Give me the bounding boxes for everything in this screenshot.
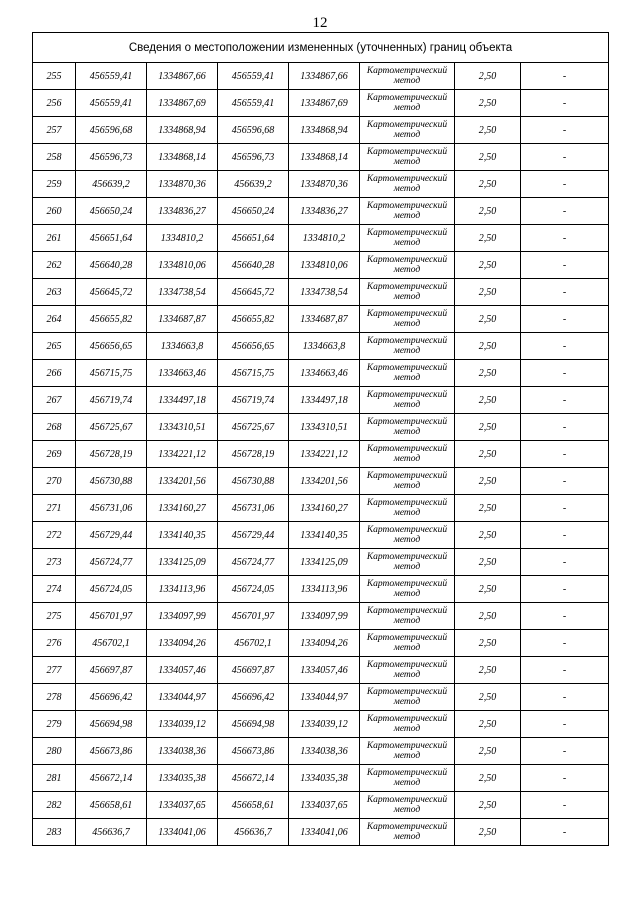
note-cell: - — [521, 549, 609, 576]
existing-x-cell: 456694,98 — [76, 711, 147, 738]
refined-x-cell: 456650,24 — [218, 198, 289, 225]
method-cell: Картометрический метод — [360, 90, 455, 117]
refined-x-cell: 456636,7 — [218, 819, 289, 846]
refined-y-cell: 1334035,38 — [289, 765, 360, 792]
method-cell: Картометрический метод — [360, 414, 455, 441]
refined-x-cell: 456655,82 — [218, 306, 289, 333]
refined-y-cell: 1334810,06 — [289, 252, 360, 279]
method-cell: Картометрический метод — [360, 603, 455, 630]
note-cell: - — [521, 441, 609, 468]
table-row — [33, 765, 609, 792]
refined-x-cell: 456731,06 — [218, 495, 289, 522]
refined-x-cell: 456715,75 — [218, 360, 289, 387]
existing-x-cell: 456658,61 — [76, 792, 147, 819]
accuracy-cell: 2,50 — [455, 684, 521, 711]
table-row — [33, 63, 609, 90]
refined-x-cell: 456729,44 — [218, 522, 289, 549]
existing-x-cell: 456731,06 — [76, 495, 147, 522]
refined-y-cell: 1334867,66 — [289, 63, 360, 90]
existing-y-cell: 1334868,94 — [147, 117, 218, 144]
refined-x-cell: 456658,61 — [218, 792, 289, 819]
note-cell: - — [521, 144, 609, 171]
existing-y-cell: 1334160,27 — [147, 495, 218, 522]
accuracy-cell: 2,50 — [455, 765, 521, 792]
accuracy-cell: 2,50 — [455, 711, 521, 738]
point-number-cell: 255 — [33, 63, 76, 90]
existing-y-cell: 1334044,97 — [147, 684, 218, 711]
existing-x-cell: 456651,64 — [76, 225, 147, 252]
accuracy-cell: 2,50 — [455, 576, 521, 603]
note-cell: - — [521, 333, 609, 360]
note-cell: - — [521, 630, 609, 657]
note-cell: - — [521, 90, 609, 117]
existing-y-cell: 1334867,69 — [147, 90, 218, 117]
refined-y-cell: 1334094,26 — [289, 630, 360, 657]
existing-y-cell: 1334810,2 — [147, 225, 218, 252]
method-cell: Картометрический метод — [360, 279, 455, 306]
method-cell: Картометрический метод — [360, 792, 455, 819]
method-cell: Картометрический метод — [360, 63, 455, 90]
table-row — [33, 738, 609, 765]
accuracy-cell: 2,50 — [455, 549, 521, 576]
table-row — [33, 252, 609, 279]
point-number-cell: 266 — [33, 360, 76, 387]
existing-x-cell: 456730,88 — [76, 468, 147, 495]
point-number-cell: 260 — [33, 198, 76, 225]
note-cell: - — [521, 495, 609, 522]
existing-x-cell: 456724,05 — [76, 576, 147, 603]
accuracy-cell: 2,50 — [455, 819, 521, 846]
existing-x-cell: 456729,44 — [76, 522, 147, 549]
existing-y-cell: 1334140,35 — [147, 522, 218, 549]
point-number-cell: 283 — [33, 819, 76, 846]
refined-x-cell: 456728,19 — [218, 441, 289, 468]
point-number-cell: 281 — [33, 765, 76, 792]
existing-y-cell: 1334867,66 — [147, 63, 218, 90]
refined-x-cell: 456730,88 — [218, 468, 289, 495]
boundary-coordinates-table — [32, 32, 609, 846]
point-number-cell: 276 — [33, 630, 76, 657]
existing-y-cell: 1334201,56 — [147, 468, 218, 495]
existing-y-cell: 1334041,06 — [147, 819, 218, 846]
page-number: 12 — [312, 15, 328, 31]
point-number-cell: 270 — [33, 468, 76, 495]
existing-x-cell: 456701,97 — [76, 603, 147, 630]
method-cell: Картометрический метод — [360, 225, 455, 252]
method-cell: Картометрический метод — [360, 630, 455, 657]
existing-y-cell: 1334113,96 — [147, 576, 218, 603]
existing-x-cell: 456596,73 — [76, 144, 147, 171]
existing-y-cell: 1334870,36 — [147, 171, 218, 198]
accuracy-cell: 2,50 — [455, 387, 521, 414]
refined-x-cell: 456640,28 — [218, 252, 289, 279]
accuracy-cell: 2,50 — [455, 792, 521, 819]
refined-x-cell: 456645,72 — [218, 279, 289, 306]
refined-y-cell: 1334836,27 — [289, 198, 360, 225]
point-number-cell: 261 — [33, 225, 76, 252]
table-row — [33, 468, 609, 495]
refined-y-cell: 1334041,06 — [289, 819, 360, 846]
refined-y-cell: 1334125,09 — [289, 549, 360, 576]
refined-x-cell: 456702,1 — [218, 630, 289, 657]
existing-y-cell: 1334310,51 — [147, 414, 218, 441]
note-cell: - — [521, 198, 609, 225]
refined-y-cell: 1334687,87 — [289, 306, 360, 333]
note-cell: - — [521, 279, 609, 306]
method-cell: Картометрический метод — [360, 522, 455, 549]
note-cell: - — [521, 684, 609, 711]
existing-x-cell: 456639,2 — [76, 171, 147, 198]
table-row — [33, 279, 609, 306]
existing-x-cell: 456697,87 — [76, 657, 147, 684]
refined-y-cell: 1334097,99 — [289, 603, 360, 630]
accuracy-cell: 2,50 — [455, 306, 521, 333]
refined-y-cell: 1334810,2 — [289, 225, 360, 252]
note-cell: - — [521, 117, 609, 144]
method-cell: Картометрический метод — [360, 711, 455, 738]
existing-y-cell: 1334836,27 — [147, 198, 218, 225]
existing-y-cell: 1334221,12 — [147, 441, 218, 468]
refined-x-cell: 456673,86 — [218, 738, 289, 765]
table-row — [33, 360, 609, 387]
refined-y-cell: 1334663,46 — [289, 360, 360, 387]
table-row — [33, 792, 609, 819]
method-cell: Картометрический метод — [360, 387, 455, 414]
accuracy-cell: 2,50 — [455, 657, 521, 684]
refined-x-cell: 456694,98 — [218, 711, 289, 738]
table-row — [33, 387, 609, 414]
refined-y-cell: 1334113,96 — [289, 576, 360, 603]
existing-y-cell: 1334125,09 — [147, 549, 218, 576]
table-row — [33, 117, 609, 144]
point-number-cell: 280 — [33, 738, 76, 765]
table-row — [33, 522, 609, 549]
existing-y-cell: 1334038,36 — [147, 738, 218, 765]
table-row — [33, 90, 609, 117]
note-cell: - — [521, 576, 609, 603]
existing-y-cell: 1334094,26 — [147, 630, 218, 657]
refined-x-cell: 456651,64 — [218, 225, 289, 252]
point-number-cell: 279 — [33, 711, 76, 738]
table-row — [33, 495, 609, 522]
refined-x-cell: 456701,97 — [218, 603, 289, 630]
note-cell: - — [521, 603, 609, 630]
note-cell: - — [521, 522, 609, 549]
method-cell: Картометрический метод — [360, 306, 455, 333]
existing-x-cell: 456702,1 — [76, 630, 147, 657]
refined-y-cell: 1334310,51 — [289, 414, 360, 441]
existing-y-cell: 1334868,14 — [147, 144, 218, 171]
table-row — [33, 657, 609, 684]
existing-x-cell: 456656,65 — [76, 333, 147, 360]
existing-y-cell: 1334039,12 — [147, 711, 218, 738]
note-cell: - — [521, 360, 609, 387]
method-cell: Картометрический метод — [360, 252, 455, 279]
table-row — [33, 576, 609, 603]
table-title-row — [33, 33, 609, 63]
method-cell: Картометрический метод — [360, 684, 455, 711]
note-cell: - — [521, 468, 609, 495]
refined-x-cell: 456724,77 — [218, 549, 289, 576]
refined-y-cell: 1334497,18 — [289, 387, 360, 414]
point-number-cell: 259 — [33, 171, 76, 198]
refined-x-cell: 456672,14 — [218, 765, 289, 792]
table-title: Сведения о местоположении измененных (уточненных) границ объекта — [33, 33, 609, 63]
existing-y-cell: 1334663,8 — [147, 333, 218, 360]
accuracy-cell: 2,50 — [455, 225, 521, 252]
note-cell: - — [521, 819, 609, 846]
refined-y-cell: 1334868,14 — [289, 144, 360, 171]
existing-x-cell: 456640,28 — [76, 252, 147, 279]
existing-x-cell: 456728,19 — [76, 441, 147, 468]
method-cell: Картометрический метод — [360, 171, 455, 198]
existing-x-cell: 456559,41 — [76, 90, 147, 117]
point-number-cell: 257 — [33, 117, 76, 144]
note-cell: - — [521, 252, 609, 279]
table-row — [33, 414, 609, 441]
refined-y-cell: 1334037,65 — [289, 792, 360, 819]
table-row — [33, 225, 609, 252]
refined-y-cell: 1334160,27 — [289, 495, 360, 522]
existing-y-cell: 1334810,06 — [147, 252, 218, 279]
refined-x-cell: 456724,05 — [218, 576, 289, 603]
existing-x-cell: 456719,74 — [76, 387, 147, 414]
existing-y-cell: 1334738,54 — [147, 279, 218, 306]
accuracy-cell: 2,50 — [455, 441, 521, 468]
refined-x-cell: 456719,74 — [218, 387, 289, 414]
refined-x-cell: 456596,73 — [218, 144, 289, 171]
refined-x-cell: 456696,42 — [218, 684, 289, 711]
table-row — [33, 441, 609, 468]
refined-x-cell: 456697,87 — [218, 657, 289, 684]
refined-y-cell: 1334221,12 — [289, 441, 360, 468]
point-number-cell: 278 — [33, 684, 76, 711]
existing-x-cell: 456655,82 — [76, 306, 147, 333]
method-cell: Картометрический метод — [360, 468, 455, 495]
refined-y-cell: 1334039,12 — [289, 711, 360, 738]
existing-x-cell: 456673,86 — [76, 738, 147, 765]
existing-x-cell: 456596,68 — [76, 117, 147, 144]
table-row — [33, 333, 609, 360]
refined-y-cell: 1334738,54 — [289, 279, 360, 306]
existing-x-cell: 456645,72 — [76, 279, 147, 306]
point-number-cell: 271 — [33, 495, 76, 522]
accuracy-cell: 2,50 — [455, 603, 521, 630]
accuracy-cell: 2,50 — [455, 90, 521, 117]
existing-x-cell: 456672,14 — [76, 765, 147, 792]
method-cell: Картометрический метод — [360, 576, 455, 603]
table-row — [33, 549, 609, 576]
accuracy-cell: 2,50 — [455, 63, 521, 90]
refined-y-cell: 1334201,56 — [289, 468, 360, 495]
existing-x-cell: 456696,42 — [76, 684, 147, 711]
note-cell: - — [521, 792, 609, 819]
note-cell: - — [521, 171, 609, 198]
point-number-cell: 264 — [33, 306, 76, 333]
refined-x-cell: 456639,2 — [218, 171, 289, 198]
refined-y-cell: 1334867,69 — [289, 90, 360, 117]
table-row — [33, 711, 609, 738]
note-cell: - — [521, 711, 609, 738]
existing-y-cell: 1334663,46 — [147, 360, 218, 387]
refined-y-cell: 1334044,97 — [289, 684, 360, 711]
method-cell: Картометрический метод — [360, 144, 455, 171]
accuracy-cell: 2,50 — [455, 117, 521, 144]
method-cell: Картометрический метод — [360, 549, 455, 576]
note-cell: - — [521, 63, 609, 90]
point-number-cell: 269 — [33, 441, 76, 468]
existing-x-cell: 456559,41 — [76, 63, 147, 90]
accuracy-cell: 2,50 — [455, 252, 521, 279]
refined-y-cell: 1334057,46 — [289, 657, 360, 684]
existing-y-cell: 1334035,38 — [147, 765, 218, 792]
refined-x-cell: 456559,41 — [218, 63, 289, 90]
point-number-cell: 282 — [33, 792, 76, 819]
accuracy-cell: 2,50 — [455, 198, 521, 225]
method-cell: Картометрический метод — [360, 765, 455, 792]
point-number-cell: 274 — [33, 576, 76, 603]
method-cell: Картометрический метод — [360, 441, 455, 468]
existing-x-cell: 456650,24 — [76, 198, 147, 225]
table-row — [33, 144, 609, 171]
point-number-cell: 277 — [33, 657, 76, 684]
point-number-cell: 273 — [33, 549, 76, 576]
table-row — [33, 819, 609, 846]
existing-x-cell: 456715,75 — [76, 360, 147, 387]
point-number-cell: 265 — [33, 333, 76, 360]
accuracy-cell: 2,50 — [455, 522, 521, 549]
refined-x-cell: 456725,67 — [218, 414, 289, 441]
existing-x-cell: 456724,77 — [76, 549, 147, 576]
method-cell: Картометрический метод — [360, 360, 455, 387]
refined-y-cell: 1334870,36 — [289, 171, 360, 198]
note-cell: - — [521, 225, 609, 252]
point-number-cell: 268 — [33, 414, 76, 441]
refined-x-cell: 456656,65 — [218, 333, 289, 360]
point-number-cell: 272 — [33, 522, 76, 549]
note-cell: - — [521, 738, 609, 765]
method-cell: Картометрический метод — [360, 738, 455, 765]
point-number-cell: 256 — [33, 90, 76, 117]
accuracy-cell: 2,50 — [455, 144, 521, 171]
point-number-cell: 262 — [33, 252, 76, 279]
method-cell: Картометрический метод — [360, 333, 455, 360]
existing-y-cell: 1334687,87 — [147, 306, 218, 333]
accuracy-cell: 2,50 — [455, 279, 521, 306]
existing-y-cell: 1334057,46 — [147, 657, 218, 684]
method-cell: Картометрический метод — [360, 117, 455, 144]
point-number-cell: 258 — [33, 144, 76, 171]
boundary-table-container — [32, 32, 608, 846]
refined-y-cell: 1334140,35 — [289, 522, 360, 549]
note-cell: - — [521, 657, 609, 684]
point-number-cell: 275 — [33, 603, 76, 630]
existing-y-cell: 1334497,18 — [147, 387, 218, 414]
refined-y-cell: 1334663,8 — [289, 333, 360, 360]
point-number-cell: 267 — [33, 387, 76, 414]
refined-y-cell: 1334038,36 — [289, 738, 360, 765]
note-cell: - — [521, 306, 609, 333]
accuracy-cell: 2,50 — [455, 738, 521, 765]
note-cell: - — [521, 765, 609, 792]
accuracy-cell: 2,50 — [455, 468, 521, 495]
accuracy-cell: 2,50 — [455, 333, 521, 360]
accuracy-cell: 2,50 — [455, 630, 521, 657]
method-cell: Картометрический метод — [360, 198, 455, 225]
table-row — [33, 630, 609, 657]
table-row — [33, 171, 609, 198]
accuracy-cell: 2,50 — [455, 171, 521, 198]
accuracy-cell: 2,50 — [455, 495, 521, 522]
method-cell: Картометрический метод — [360, 819, 455, 846]
table-row — [33, 603, 609, 630]
method-cell: Картометрический метод — [360, 495, 455, 522]
existing-x-cell: 456636,7 — [76, 819, 147, 846]
table-row — [33, 684, 609, 711]
accuracy-cell: 2,50 — [455, 414, 521, 441]
existing-y-cell: 1334037,65 — [147, 792, 218, 819]
refined-y-cell: 1334868,94 — [289, 117, 360, 144]
table-row — [33, 306, 609, 333]
existing-y-cell: 1334097,99 — [147, 603, 218, 630]
table-row — [33, 198, 609, 225]
refined-x-cell: 456596,68 — [218, 117, 289, 144]
existing-x-cell: 456725,67 — [76, 414, 147, 441]
note-cell: - — [521, 414, 609, 441]
accuracy-cell: 2,50 — [455, 360, 521, 387]
refined-x-cell: 456559,41 — [218, 90, 289, 117]
point-number-cell: 263 — [33, 279, 76, 306]
note-cell: - — [521, 387, 609, 414]
method-cell: Картометрический метод — [360, 657, 455, 684]
